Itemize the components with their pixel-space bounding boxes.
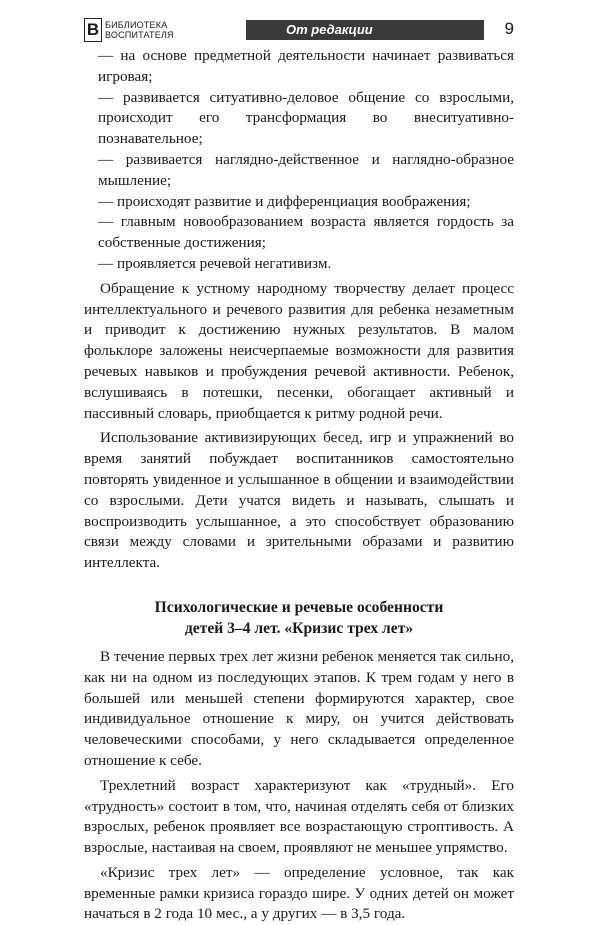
paragraph: Использование активизирующих бесед, игр и упражнений во время занятий побуждает воспитанников самостоятельно повторять увиденное и услышанное в общении и взаимодействии со взрослыми. Дети учатся видеть и называть, слышать и воспроизводить услышанное, а это способствует образованию связи между словами и зрительными образами и развитию интеллекта. xyxy=(84,429,514,572)
list-item: — происходят развитие и дифференциация воображения; xyxy=(98,192,471,210)
running-header xyxy=(84,18,514,42)
paragraph: Трехлетний возраст характеризуют как «трудный». Его «трудность» состоит в том, что, начиная отделять себя от близких взрослых, ребенок проявляет все возрастающую строптивость. А взрослые, настаивая на своем, проявляют не меньшее упрямство. xyxy=(84,776,514,857)
page-content xyxy=(84,46,514,925)
series-title-line1: БИБЛИОТЕКА xyxy=(105,20,168,30)
series-logo: В xyxy=(84,18,102,42)
list-item: — развивается ситуативно-деловое общение со взрослыми, происходит его трансформация во внеситуативно-познавательное; xyxy=(98,88,514,148)
section-heading-line1: Психологические и речевые особенности xyxy=(154,598,444,616)
section-title: От редакции xyxy=(246,20,484,40)
list-item: — проявляется речевой негативизм. xyxy=(98,254,332,272)
bullet-list xyxy=(84,46,514,275)
page-number: 9 xyxy=(504,19,514,38)
section-heading xyxy=(84,597,514,639)
list-item: — на основе предметной деятельности начинает развиваться игровая; xyxy=(98,47,514,85)
list-item: — главным новообразованием возраста является гордость за собственные достижения; xyxy=(98,213,514,252)
series-title xyxy=(105,20,195,40)
series-title-line2: ВОСПИТАТЕЛЯ xyxy=(105,30,174,40)
paragraph: Обращение к устному народному творчеству делает процесс интеллектуального и речевого развития для ребенка незаметным и приводит к достижению нужных результатов. В малом фольклоре заложены неисчерпаемые возможности для развития речевых навыков и пробуждения речевой активности. Ребенок, вслушиваясь в потешки, песенки, обогащает активный и пассивный словарь, приобщается к ритму родной речи. xyxy=(84,279,514,422)
section-heading-line2: детей 3–4 лет. «Кризис трех лет» xyxy=(184,619,414,637)
list-item: — развивается наглядно-действенное и наглядно-образное мышление; xyxy=(98,150,514,189)
paragraph: «Кризис трех лет» — определение условное, так как временные рамки кризиса гораздо шире. У одних детей он может начаться в 2 года 10 мес., а у других — в 3,5 года. xyxy=(84,863,514,923)
paragraph: В течение первых трех лет жизни ребенок меняется так сильно, как ни на одном из последующих этапов. К трем годам у него в большей или меньшей степени формируются характер, свое индивидуальное отношение к миру, он учится действовать человеческими способами, у него складывается определенное отношение к себе. xyxy=(84,647,514,769)
